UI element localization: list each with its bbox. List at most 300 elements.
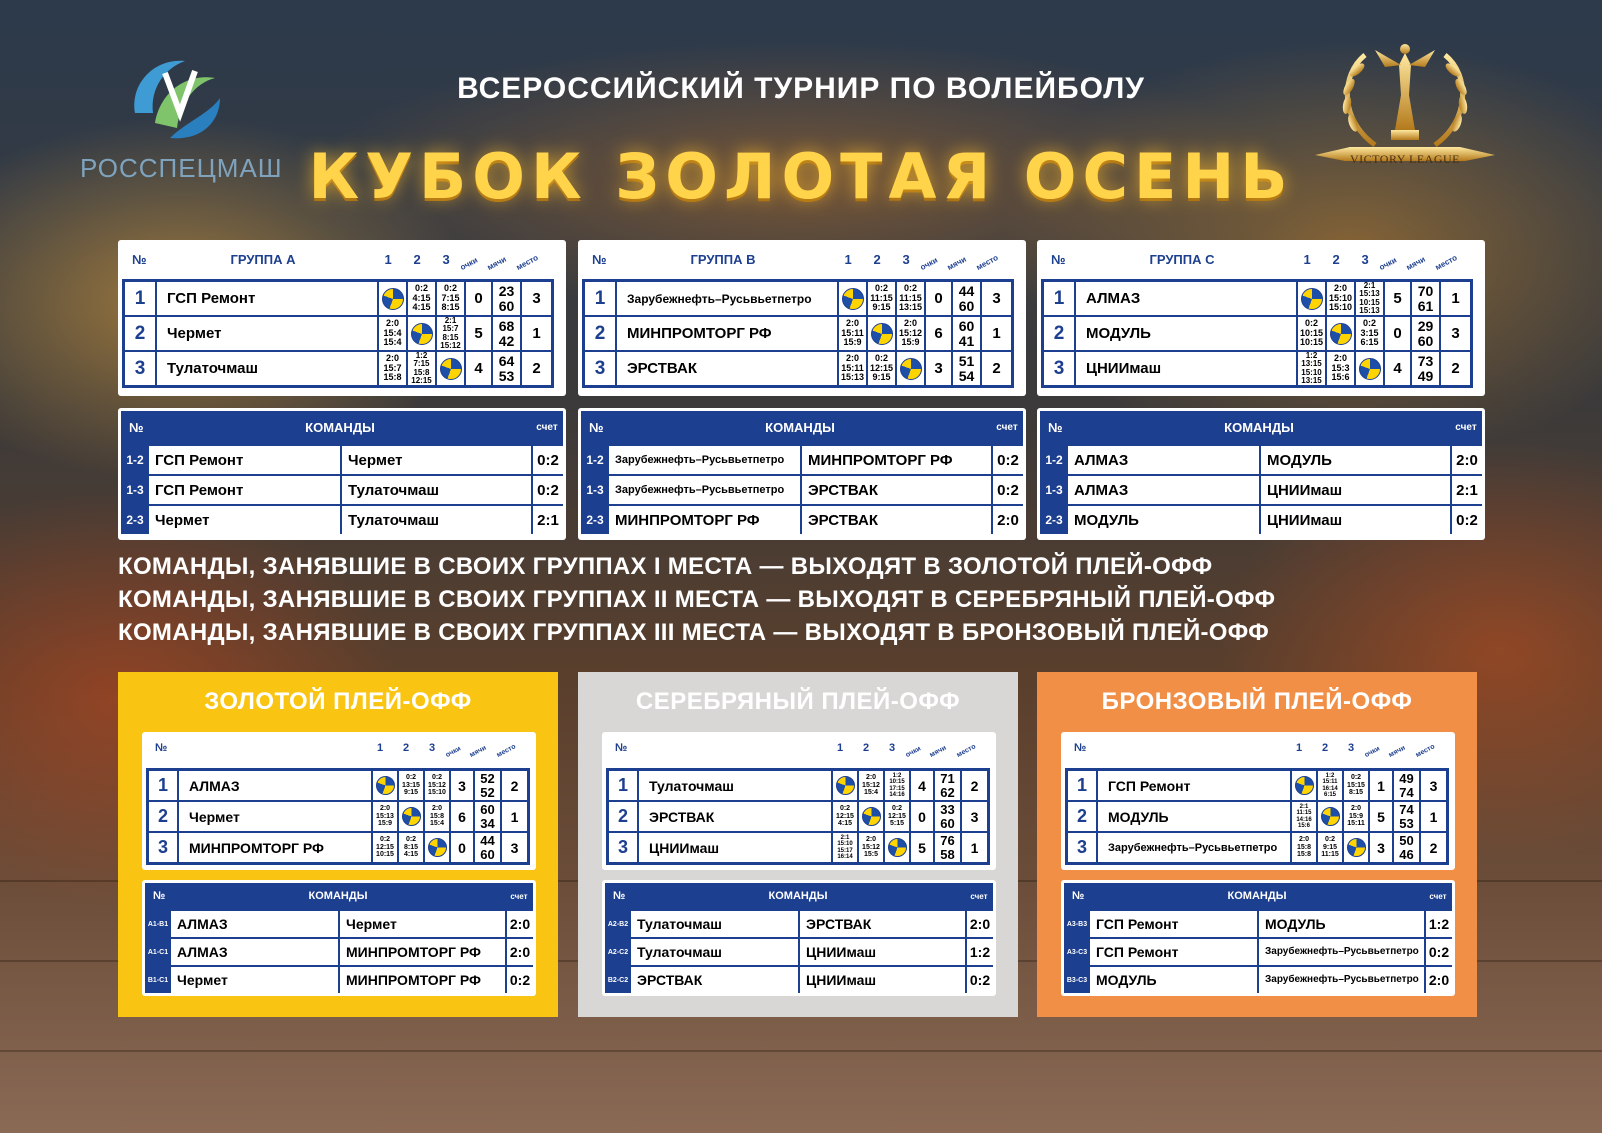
match-score: 0:2	[531, 446, 563, 474]
team-points: 0	[924, 282, 951, 315]
match-result-cell	[837, 317, 866, 350]
match-index: B1-C1	[145, 967, 171, 993]
team-name: МОДУЛЬ	[1074, 317, 1296, 350]
balls-lost: 53	[1399, 815, 1414, 831]
team-place: 2	[500, 771, 527, 800]
set-points: 15:11	[1347, 820, 1365, 828]
standings-group-name: ГРУППА В	[690, 251, 756, 267]
standings-row	[585, 282, 1011, 317]
match-index: A2-B2	[605, 911, 631, 937]
set-points: 15:13	[1359, 289, 1380, 299]
match-set-score: 0:2	[874, 353, 888, 364]
match-result-cell	[1290, 802, 1316, 831]
row-number: 3	[594, 357, 606, 379]
balls-lost: 41	[958, 332, 975, 349]
rosspetsmash-brand-text: РОССПЕЦМАШ	[80, 153, 283, 183]
match-set-score: 2:0	[1350, 805, 1362, 813]
team-name: МОДУЛЬ	[1096, 802, 1290, 831]
match-team-1: Зарубежнефть–Русьвьетпетро	[615, 483, 785, 496]
standings-row	[125, 352, 551, 385]
match-result-cell	[883, 771, 909, 800]
team-place: 1	[980, 317, 1011, 350]
team-points: 4	[1383, 352, 1410, 385]
match-team-1: АЛМАЗ	[1074, 481, 1129, 499]
match-index: 1-2	[121, 446, 149, 474]
team-balls	[933, 802, 960, 831]
match-set-score: 0:2	[874, 283, 888, 294]
match-team-2: Тулаточмаш	[340, 476, 531, 504]
match-row	[121, 474, 563, 504]
team-points: 4	[464, 352, 491, 385]
match-team-2: Зарубежнефть–Русьвьетпетро	[1257, 967, 1424, 993]
match-team-2: ЭРСТВАК	[800, 506, 991, 534]
row-number: 2	[1076, 806, 1087, 826]
balls-won: 73	[1417, 352, 1434, 369]
note-line-gold: КОМАНДЫ, ЗАНЯВШИЕ В СВОИХ ГРУППАХ I МЕСТА — ВЫХОДЯТ В ЗОЛОТОЙ ПЛЕЙ-ОФФ	[118, 553, 1213, 580]
match-team-1: ЭРСТВАК	[637, 972, 703, 988]
self-match-cell	[1342, 833, 1368, 862]
match-result-cell	[857, 771, 883, 800]
set-points: 5:15	[889, 820, 904, 828]
match-set-score: 1:2	[1325, 772, 1335, 779]
balls-lost: 53	[498, 367, 515, 384]
match-result-cell	[866, 282, 895, 315]
standings-col-number: №	[592, 251, 607, 267]
match-team-2: МИНПРОМТОРГ РФ	[800, 446, 991, 474]
standings-row	[609, 802, 987, 833]
balls-won: 76	[940, 832, 955, 848]
match-result-cell	[435, 317, 464, 350]
team-place: 2	[1439, 352, 1470, 385]
standings-group-name: ГРУППА А	[230, 251, 296, 267]
match-result-cell	[1342, 771, 1368, 800]
standings-col-1: 1	[1296, 742, 1303, 754]
volleyball-icon	[862, 807, 881, 826]
standings-card	[142, 732, 536, 870]
standings-col-number: №	[615, 742, 628, 754]
standings-col-points: очки	[918, 255, 940, 272]
match-team-2: Чермет	[338, 911, 505, 937]
row-number: 3	[1076, 837, 1087, 857]
standings-row	[149, 802, 527, 833]
match-team-1: АЛМАЗ	[177, 916, 228, 932]
standings-table	[606, 768, 990, 865]
team-place: 2	[520, 352, 551, 385]
match-set-score: 2:0	[845, 318, 859, 329]
team-balls	[473, 771, 500, 800]
match-set-score: 1:2	[892, 772, 902, 779]
row-number: 1	[157, 775, 168, 795]
self-match-cell	[831, 771, 857, 800]
match-score: 0:2	[1450, 506, 1482, 534]
volleyball-icon	[428, 838, 447, 857]
match-index: 2-3	[121, 506, 149, 534]
set-points: 15:3	[1331, 362, 1350, 373]
matches-card	[142, 880, 536, 996]
match-set-score: 2:0	[1333, 353, 1347, 364]
standings-row	[609, 771, 987, 802]
match-set-score: 0:2	[903, 283, 917, 294]
row-number: 3	[157, 837, 168, 857]
set-points: 8:15	[403, 843, 418, 851]
match-set-score: 0:2	[443, 283, 457, 294]
match-team-1: ГСП Ремонт	[1096, 916, 1179, 932]
match-result-cell	[377, 317, 406, 350]
match-score: 0:2	[531, 476, 563, 504]
match-set-score: 2:0	[903, 318, 917, 329]
set-points: 15:12	[862, 781, 880, 789]
self-match-cell	[377, 282, 406, 315]
standings-header	[602, 732, 996, 768]
team-place: 2	[980, 352, 1011, 385]
playoff-title: БРОНЗОВЫЙ ПЛЕЙ-ОФФ	[1101, 688, 1413, 715]
set-points: 11:15	[870, 292, 893, 303]
team-points: 0	[909, 802, 933, 831]
matches-card	[1061, 880, 1455, 996]
matches-col-number: №	[129, 420, 144, 435]
standings-card	[118, 240, 566, 396]
set-points: 9:15	[1322, 843, 1337, 851]
team-name: ЭРСТВАК	[615, 352, 837, 385]
matches-col-score: счет	[996, 422, 1018, 433]
standings-col-place: место	[495, 743, 518, 759]
standings-header	[142, 732, 536, 768]
volleyball-icon	[836, 776, 855, 795]
matches-col-teams: КОМАНДЫ	[765, 420, 835, 435]
standings-col-balls: мячи	[485, 254, 508, 272]
balls-won: 64	[498, 352, 515, 369]
match-team-1: Тулаточмаш	[637, 944, 722, 960]
team-place: 3	[960, 802, 987, 831]
set-points: 11:15	[1296, 810, 1312, 817]
team-points: 0	[464, 282, 491, 315]
set-points: 15:8	[429, 812, 444, 820]
matches-col-score: счет	[1455, 422, 1477, 433]
match-score: 0:2	[1424, 939, 1452, 965]
set-points: 13:15	[898, 302, 923, 313]
standings-group-name: ГРУППА С	[1149, 251, 1215, 267]
match-team-2: ЭРСТВАК	[800, 476, 991, 504]
standings-row	[585, 352, 1011, 385]
matches-col-teams: КОМАНДЫ	[1224, 420, 1294, 435]
set-points: 15:10	[1328, 302, 1353, 313]
set-points: 15:10	[428, 789, 446, 797]
match-score: 1:2	[965, 939, 993, 965]
team-name: МИНПРОМТОРГ РФ	[177, 833, 371, 862]
standings-col-number: №	[132, 251, 147, 267]
matches-header	[1064, 883, 1452, 909]
set-points: 16:14	[837, 853, 853, 860]
team-name: ГСП Ремонт	[1096, 771, 1290, 800]
team-place: 3	[1419, 771, 1446, 800]
standings-col-3: 3	[889, 742, 896, 754]
standings-col-place: место	[974, 253, 1000, 272]
match-set-score: 2:1	[1299, 803, 1309, 810]
match-result-cell	[1316, 771, 1342, 800]
standings-col-balls: мячи	[468, 744, 488, 759]
match-team-2: ЭРСТВАК	[798, 911, 965, 937]
team-balls	[1410, 317, 1439, 350]
match-set-score: 0:2	[405, 836, 417, 844]
set-points: 15:17	[837, 847, 853, 854]
balls-lost: 74	[1399, 784, 1414, 800]
balls-won: 60	[480, 801, 495, 817]
match-set-score: 2:0	[865, 774, 877, 782]
match-set-score: 0:2	[891, 805, 903, 813]
balls-lost: 49	[1417, 367, 1434, 384]
match-team-1: ГСП Ремонт	[155, 451, 244, 469]
match-score: 2:1	[531, 506, 563, 534]
team-balls	[491, 352, 520, 385]
match-team-1: Чермет	[177, 972, 228, 988]
team-place: 3	[1439, 317, 1470, 350]
set-points: 9:15	[403, 789, 418, 797]
row-number: 3	[617, 837, 628, 857]
balls-won: 51	[958, 352, 975, 369]
wood-plank-line	[0, 1050, 1602, 1052]
balls-won: 49	[1399, 770, 1414, 786]
match-row	[581, 504, 1023, 534]
set-points: 13:15	[402, 781, 420, 789]
match-team-2: Тулаточмаш	[340, 506, 531, 534]
matches-col-number: №	[589, 420, 604, 435]
match-team-1: МОДУЛЬ	[1096, 972, 1157, 988]
match-index: B2-C2	[605, 967, 631, 993]
match-score: 2:0	[505, 939, 533, 965]
row-number: 2	[617, 806, 628, 826]
matches-header	[145, 883, 533, 909]
match-result-cell	[371, 802, 397, 831]
match-result-cell	[423, 802, 449, 831]
team-balls	[491, 282, 520, 315]
standings-row	[149, 833, 527, 862]
set-points: 10:15	[1299, 327, 1324, 338]
match-index: 2-3	[581, 506, 609, 534]
standings-col-points: очки	[458, 255, 480, 272]
balls-lost: 60	[958, 297, 975, 314]
volleyball-icon	[1321, 807, 1340, 826]
standings-col-2: 2	[1332, 251, 1340, 267]
match-result-cell	[1296, 317, 1325, 350]
self-match-cell	[1290, 771, 1316, 800]
balls-lost: 62	[940, 784, 955, 800]
volleyball-icon	[440, 358, 462, 380]
row-number: 3	[134, 357, 146, 379]
match-set-score: 2:1	[840, 834, 850, 841]
row-number: 2	[157, 806, 168, 826]
self-match-cell	[1316, 802, 1342, 831]
set-points: 15:12	[898, 327, 923, 338]
match-score: 0:2	[505, 967, 533, 993]
set-points: 15:8	[413, 367, 430, 377]
playoff-panel	[578, 672, 1018, 1017]
match-team-2: ЦНИИмаш	[798, 939, 965, 965]
standings-col-points: очки	[1363, 745, 1382, 759]
set-points: 4:15	[837, 820, 852, 828]
set-points: 13:15	[1301, 359, 1322, 369]
balls-won: 70	[1417, 282, 1434, 299]
set-points: 9:15	[872, 372, 891, 383]
team-balls	[491, 317, 520, 350]
match-team-1: МИНПРОМТОРГ РФ	[615, 511, 760, 529]
team-points: 3	[449, 771, 473, 800]
note-line-silver: КОМАНДЫ, ЗАНЯВШИЕ В СВОИХ ГРУППАХ II МЕСТА — ВЫХОДЯТ В СЕРЕБРЯНЫЙ ПЛЕЙ-ОФФ	[118, 586, 1276, 613]
match-set-score: 0:2	[379, 836, 391, 844]
match-result-cell	[397, 833, 423, 862]
self-match-cell	[837, 282, 866, 315]
set-points: 15:10	[837, 841, 853, 848]
standings-card	[1061, 732, 1455, 870]
balls-lost: 54	[958, 367, 975, 384]
set-points: 15:12	[428, 781, 446, 789]
balls-lost: 52	[480, 784, 495, 800]
volleyball-icon	[382, 288, 404, 310]
matches-col-number: №	[1048, 420, 1063, 435]
set-points: 4:15	[412, 302, 431, 313]
team-name: АЛМАЗ	[177, 771, 371, 800]
match-set-score: 0:2	[839, 805, 851, 813]
matches-col-score: счет	[970, 891, 988, 901]
standings-row	[1068, 802, 1446, 833]
matches-col-number: №	[1072, 890, 1085, 902]
victory-league-text: VICTORY LEAGUE	[1350, 152, 1460, 166]
match-result-cell	[895, 317, 924, 350]
balls-won: 60	[958, 317, 975, 334]
team-name: ЦНИИмаш	[1074, 352, 1296, 385]
match-score: 0:2	[991, 446, 1023, 474]
row-number: 1	[617, 775, 628, 795]
set-points: 10:15	[376, 851, 394, 859]
standings-col-2: 2	[863, 742, 870, 754]
match-index: 1-3	[121, 476, 149, 504]
match-score: 2:0	[1424, 967, 1452, 993]
set-points: 10:15	[889, 779, 905, 786]
standings-table	[146, 768, 530, 865]
match-set-score: 2:0	[1298, 836, 1310, 844]
match-set-score: 0:2	[414, 283, 428, 294]
set-points: 10:15	[1359, 297, 1380, 307]
balls-won: 50	[1399, 832, 1414, 848]
balls-lost: 60	[498, 297, 515, 314]
self-match-cell	[866, 317, 895, 350]
standings-col-balls: мячи	[1404, 254, 1427, 272]
set-points: 15:11	[841, 327, 864, 338]
qualification-notes	[118, 550, 1275, 649]
standings-table	[122, 279, 554, 388]
match-index: 1-3	[581, 476, 609, 504]
row-number: 2	[1053, 322, 1065, 344]
match-team-1: АЛМАЗ	[177, 944, 228, 960]
set-points: 15:10	[1328, 292, 1353, 303]
standings-row	[149, 771, 527, 802]
team-place: 1	[960, 833, 987, 862]
standings-row	[1044, 352, 1470, 385]
match-set-score: 0:2	[431, 774, 443, 782]
standings-header	[118, 240, 566, 279]
standings-col-number: №	[155, 742, 168, 754]
standings-col-1: 1	[384, 251, 392, 267]
team-points: 0	[1383, 317, 1410, 350]
standings-col-2: 2	[413, 251, 421, 267]
match-row	[145, 937, 533, 965]
match-set-score: 2:0	[379, 805, 391, 813]
balls-won: 71	[940, 770, 955, 786]
match-team-2: ЦНИИмаш	[1259, 506, 1450, 534]
set-points: 14:16	[889, 791, 905, 798]
match-row	[605, 909, 993, 937]
match-index: 2-3	[1040, 506, 1068, 534]
set-points: 15:11	[841, 362, 864, 373]
match-index: A3-C3	[1064, 939, 1090, 965]
team-points: 6	[449, 802, 473, 831]
match-set-score: 2:1	[444, 315, 457, 325]
set-points: 15:4	[383, 327, 402, 338]
self-match-cell	[423, 833, 449, 862]
match-set-score: 0:2	[1362, 318, 1376, 329]
note-line-bronze: КОМАНДЫ, ЗАНЯВШИЕ В СВОИХ ГРУППАХ III МЕСТА — ВЫХОДЯТ В БРОНЗОВЫЙ ПЛЕЙ-ОФФ	[118, 619, 1270, 646]
team-place: 1	[500, 802, 527, 831]
match-row	[1040, 444, 1482, 474]
match-set-score: 2:0	[431, 805, 443, 813]
match-result-cell	[406, 352, 435, 385]
match-index: 1-3	[1040, 476, 1068, 504]
standings-col-1: 1	[377, 742, 384, 754]
set-points: 15:9	[901, 337, 920, 348]
set-points: 9:15	[872, 302, 891, 313]
match-team-2: МИНПРОМТОРГ РФ	[338, 967, 505, 993]
team-balls	[473, 802, 500, 831]
matches-header	[581, 411, 1023, 444]
standings-table	[1065, 768, 1449, 865]
self-match-cell	[1296, 282, 1325, 315]
match-result-cell	[423, 771, 449, 800]
match-set-score: 0:2	[405, 774, 417, 782]
standings-card	[602, 732, 996, 870]
standings-col-1: 1	[837, 742, 844, 754]
team-name: Тулаточмаш	[155, 352, 377, 385]
standings-col-number: №	[1051, 251, 1066, 267]
set-points: 15:7	[383, 362, 402, 373]
set-points: 8:15	[1348, 789, 1363, 797]
match-result-cell	[883, 802, 909, 831]
standings-col-place: место	[514, 253, 540, 272]
volleyball-icon	[1330, 323, 1352, 345]
match-team-2: МИНПРОМТОРГ РФ	[338, 939, 505, 965]
matches-col-teams: КОМАНДЫ	[305, 420, 375, 435]
team-points: 3	[924, 352, 951, 385]
match-row	[1064, 937, 1452, 965]
standings-header	[1061, 732, 1455, 768]
matches-header	[605, 883, 993, 909]
row-number: 1	[1076, 775, 1087, 795]
match-result-cell	[406, 282, 435, 315]
team-place: 1	[1439, 282, 1470, 315]
row-number: 1	[134, 287, 146, 309]
set-points: 15:15	[1347, 781, 1365, 789]
match-result-cell	[1325, 352, 1354, 385]
standings-col-3: 3	[429, 742, 436, 754]
match-team-1: Чермет	[155, 511, 210, 529]
volleyball-icon	[1295, 776, 1314, 795]
match-row	[1040, 504, 1482, 534]
match-team-2: Зарубежнефть–Русьвьетпетро	[1257, 939, 1424, 965]
match-result-cell	[857, 833, 883, 862]
match-team-1: Зарубежнефть–Русьвьетпетро	[615, 453, 785, 466]
team-name: ЭРСТВАК	[637, 802, 831, 831]
balls-won: 29	[1417, 317, 1434, 334]
set-points: 12:15	[888, 812, 906, 820]
set-points: 15:4	[383, 337, 402, 348]
